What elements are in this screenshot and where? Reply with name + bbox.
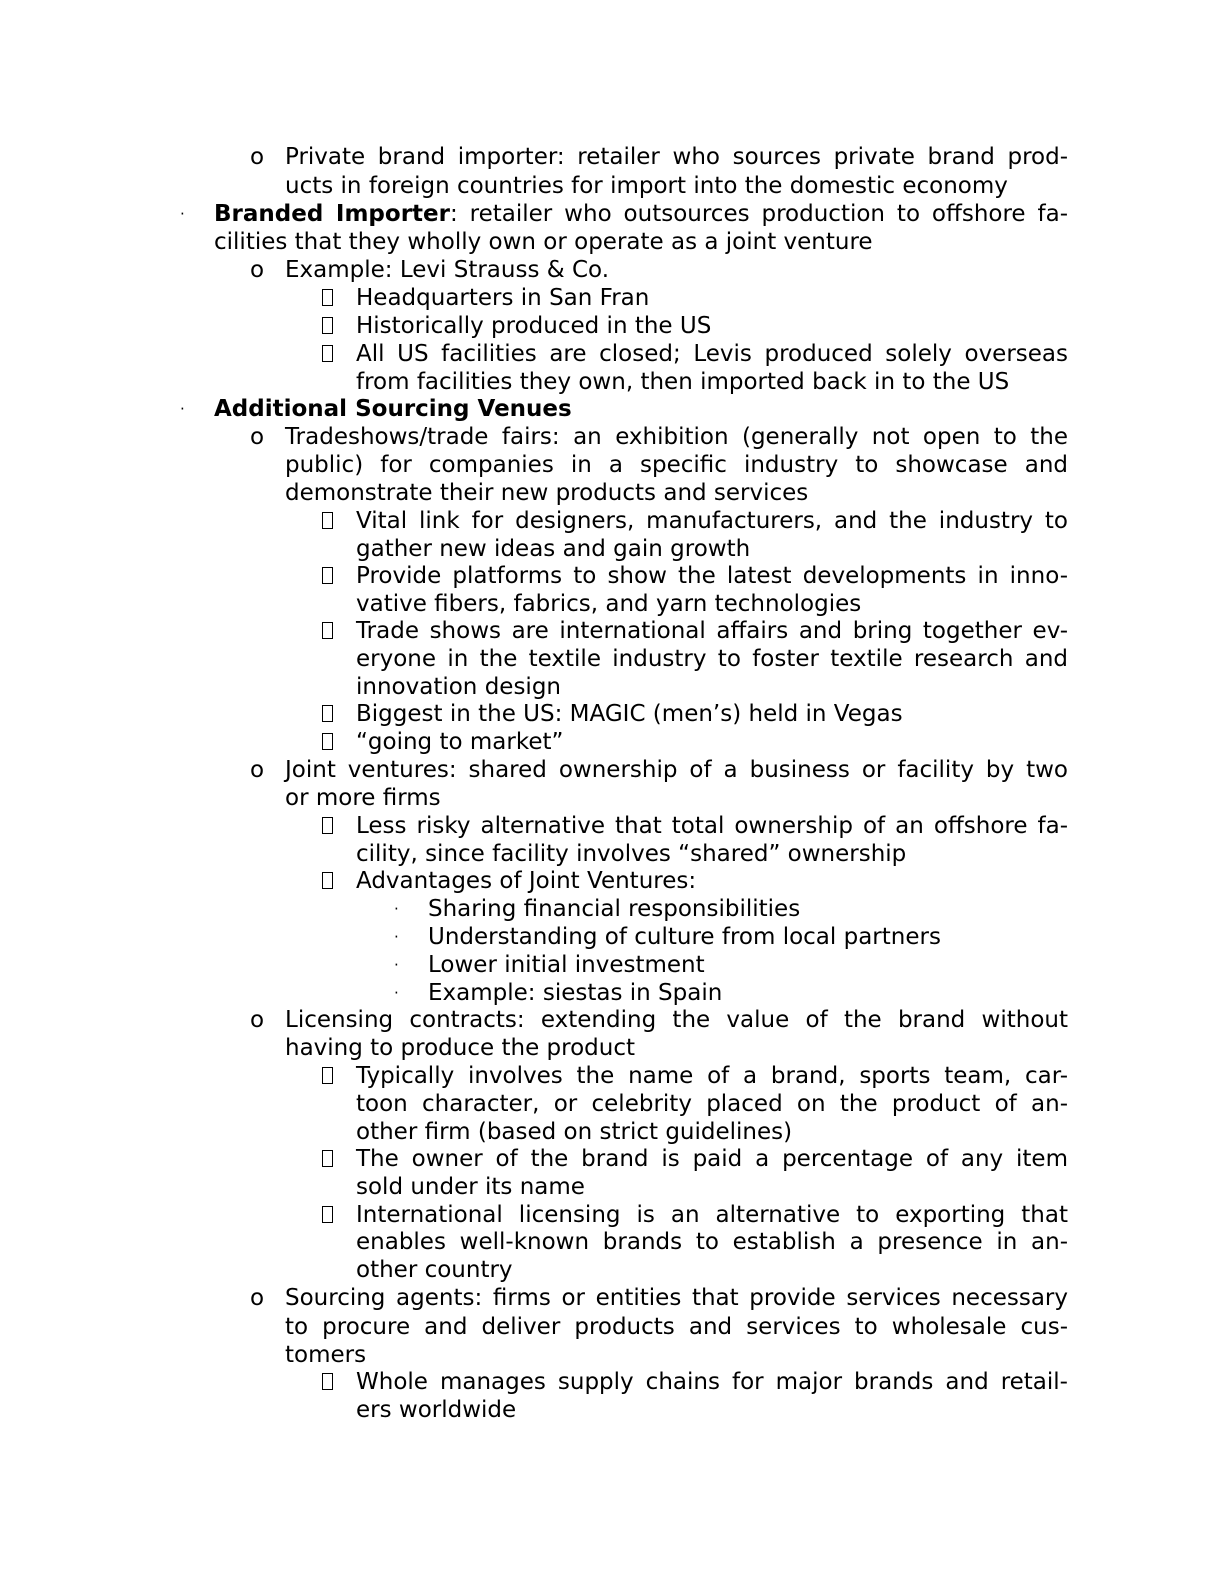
list-item-text: tomers bbox=[285, 1342, 367, 1368]
list-item-text: All US facilities are closed; Levis produced solely overseas bbox=[356, 341, 1068, 367]
list-marker: · bbox=[180, 400, 185, 418]
list-marker: · bbox=[394, 900, 399, 918]
checkbox-bullet-icon bbox=[322, 345, 333, 362]
list-marker: o bbox=[250, 424, 265, 450]
list-item-text: International licensing is an alternative to exporting that bbox=[356, 1202, 1068, 1228]
list-item-text: Historically produced in the US bbox=[356, 313, 712, 339]
list-item-text: innovation design bbox=[356, 674, 561, 700]
list-item-text: “going to market” bbox=[356, 729, 564, 755]
checkbox-bullet-icon bbox=[322, 512, 333, 529]
list-item-text: or more firms bbox=[285, 785, 441, 811]
list-item-text: other firm (based on strict guidelines) bbox=[356, 1119, 793, 1145]
checkbox-bullet-icon bbox=[322, 317, 333, 334]
list-marker: · bbox=[394, 928, 399, 946]
list-item-text: gather new ideas and gain growth bbox=[356, 536, 751, 562]
list-item-text: The owner of the brand is paid a percentage of any item bbox=[356, 1146, 1068, 1172]
checkbox-bullet-icon bbox=[322, 872, 333, 889]
list-item-text: from facilities they own, then imported back in to the US bbox=[356, 369, 1010, 395]
list-marker: o bbox=[250, 257, 265, 283]
list-marker: · bbox=[394, 984, 399, 1002]
list-item-text: Private brand importer: retailer who sources private brand prod- bbox=[285, 144, 1068, 170]
list-item-text: demonstrate their new products and services bbox=[285, 480, 809, 506]
list-item-text: Licensing contracts: extending the value of the brand without bbox=[285, 1007, 1068, 1033]
checkbox-bullet-icon bbox=[322, 1150, 333, 1167]
list-item-text: Sourcing agents: firms or entities that provide services necessary bbox=[285, 1285, 1068, 1311]
list-item-text: Joint ventures: shared ownership of a business or facility by two bbox=[285, 757, 1068, 783]
checkbox-bullet-icon bbox=[322, 1373, 333, 1390]
list-item-text: sold under its name bbox=[356, 1174, 585, 1200]
list-item-text: other country bbox=[356, 1257, 513, 1283]
checkbox-bullet-icon bbox=[322, 817, 333, 834]
list-marker: o bbox=[250, 1007, 265, 1033]
list-item-text: Vital link for designers, manufacturers, and the industry to bbox=[356, 508, 1068, 534]
list-item-text: cility, since facility involves “shared” ownership bbox=[356, 841, 907, 867]
checkbox-bullet-icon bbox=[322, 289, 333, 306]
checkbox-bullet-icon bbox=[322, 567, 333, 584]
list-item-text: public) for companies in a specific industry to showcase and bbox=[285, 452, 1068, 478]
term-definition: : retailer who outsources production to offshore fa- bbox=[449, 201, 1068, 227]
list-item-text: Advantages of Joint Ventures: bbox=[356, 868, 697, 894]
list-marker: o bbox=[250, 757, 265, 783]
list-item-text: ucts in foreign countries for import into the domestic economy bbox=[285, 173, 1008, 199]
list-item-text: to procure and deliver products and services to wholesale cus- bbox=[285, 1314, 1068, 1340]
list-item-text: Provide platforms to show the latest developments in inno- bbox=[356, 563, 1068, 589]
checkbox-bullet-icon bbox=[322, 1067, 333, 1084]
list-item-text bbox=[214, 200, 1068, 228]
list-item-text: Tradeshows/trade fairs: an exhibition (generally not open to the bbox=[285, 424, 1068, 450]
list-marker: · bbox=[394, 956, 399, 974]
list-item-text: vative fibers, fabrics, and yarn technologies bbox=[356, 591, 862, 617]
section-title: Additional Sourcing Venues bbox=[214, 396, 572, 422]
list-item-text: toon character, or celebrity placed on the product of an- bbox=[356, 1091, 1068, 1117]
checkbox-bullet-icon bbox=[322, 733, 333, 750]
list-item-text: Example: Levi Strauss & Co. bbox=[285, 257, 610, 283]
list-item-text: Biggest in the US: MAGIC (men’s) held in Vegas bbox=[356, 701, 903, 727]
list-item-text: Headquarters in San Fran bbox=[356, 285, 650, 311]
checkbox-bullet-icon bbox=[322, 705, 333, 722]
list-item-text: Lower initial investment bbox=[428, 952, 705, 978]
list-item-text: Trade shows are international affairs and bring together ev- bbox=[356, 618, 1068, 644]
list-item-text: having to produce the product bbox=[285, 1035, 635, 1061]
list-item-text: Example: siestas in Spain bbox=[428, 980, 723, 1006]
list-item-text: enables well-known brands to establish a presence in an- bbox=[356, 1229, 1068, 1255]
term-heading: Branded Importer bbox=[214, 201, 450, 227]
list-item-text: Sharing financial responsibilities bbox=[428, 896, 801, 922]
checkbox-bullet-icon bbox=[322, 622, 333, 639]
checkbox-bullet-icon bbox=[322, 1206, 333, 1223]
list-item-text: Whole manages supply chains for major brands and retail- bbox=[356, 1369, 1068, 1395]
list-item-text: cilities that they wholly own or operate as a joint venture bbox=[214, 229, 873, 255]
list-marker: · bbox=[180, 205, 185, 223]
list-marker: o bbox=[250, 1285, 265, 1311]
list-item-text: Understanding of culture from local partners bbox=[428, 924, 941, 950]
list-item-text bbox=[214, 395, 572, 423]
list-item-text: Less risky alternative that total ownership of an offshore fa- bbox=[356, 813, 1068, 839]
list-marker: o bbox=[250, 144, 265, 170]
list-item-text: Typically involves the name of a brand, sports team, car- bbox=[356, 1063, 1068, 1089]
list-item-text: eryone in the textile industry to foster textile research and bbox=[356, 646, 1068, 672]
list-item-text: ers worldwide bbox=[356, 1397, 517, 1423]
